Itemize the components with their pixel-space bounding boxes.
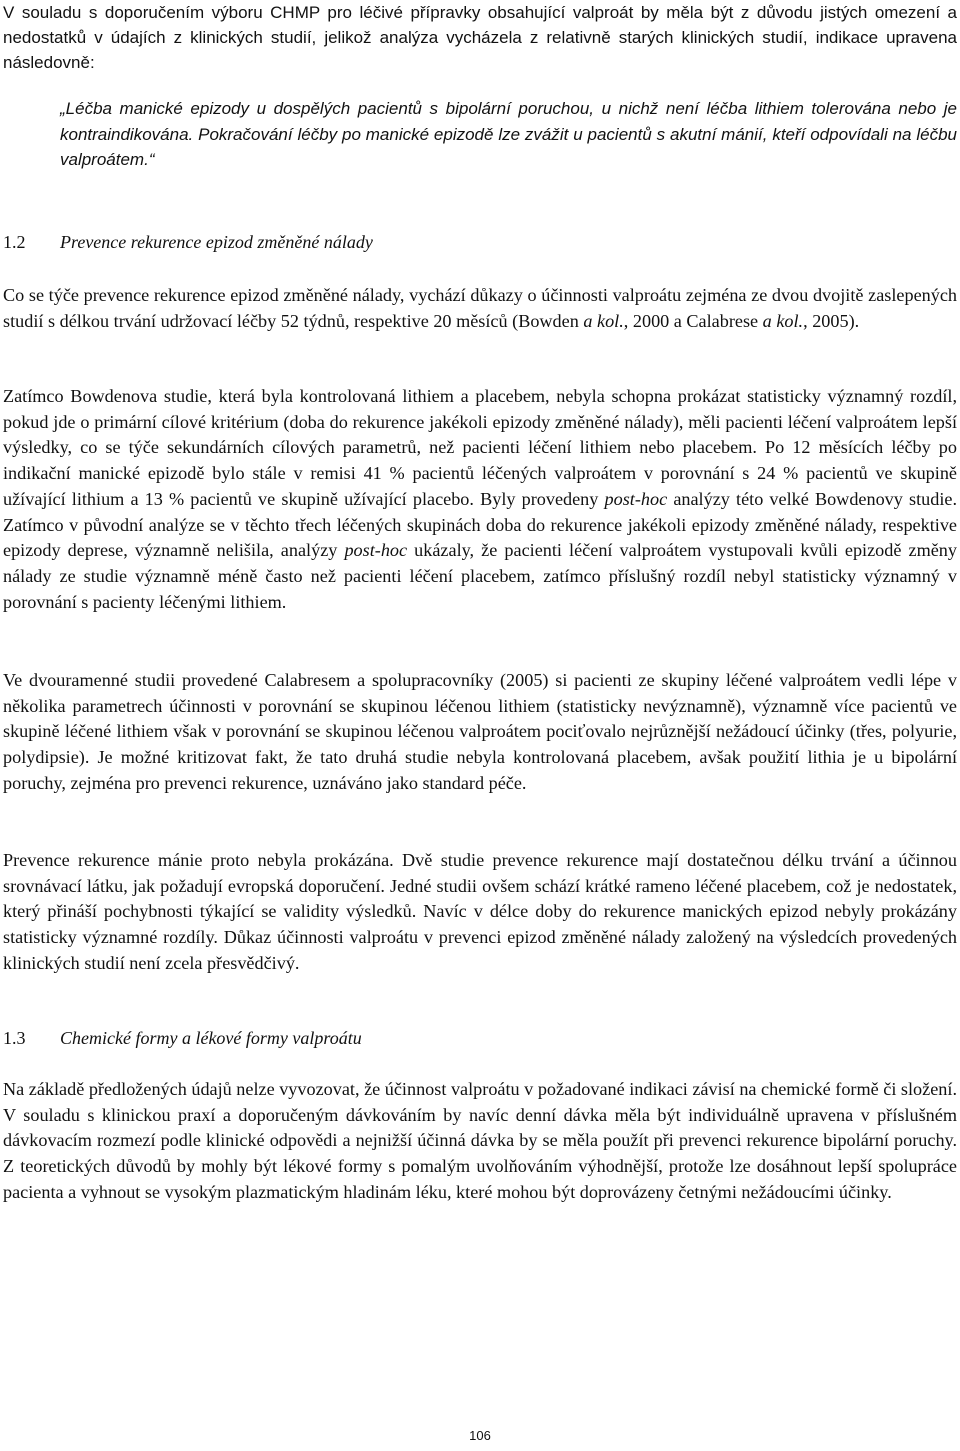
text-run: ukázaly, že pacienti léčení valproátem vystupovali kvůli epizodě změny nálady ze studie významně méně často než pacienti léčení placebem, zatímco příslušný rozdíl nebyl statisticky významný v porovnání s pacienty léčenými lithiem. xyxy=(3,540,957,612)
italic-run: a kol. xyxy=(762,310,804,331)
indication-quote: „Léčba manické epizody u dospělých pacientů s bipolární poruchou, u nichž není léčba lithiem tolerována nebo je kontraindikována. Pokračování léčby po manické epizodě lze zvážit u pacientů s akutní mánií, kteří odpovídali na léčbu valproátem.“ xyxy=(60,99,957,169)
section-heading-1-2 xyxy=(3,230,957,254)
section-number: 1.3 xyxy=(3,1028,26,1048)
intro-paragraph: V souladu s doporučením výboru CHMP pro léčivé přípravky obsahující valproát by měla být z důvodu jistých omezení a nedostatků v údajích z klinických studií, jelikož analýza vycházela z relativně starých klinických studií, indikace upravena následovně: xyxy=(3,3,957,72)
paragraph-1-2-c: Ve dvouramenné studii provedené Calabresem a spolupracovníky (2005) si pacienti ze skupiny léčené valproátem vedli lépe v několika parametrech účinnosti v porovnání se skupinou léčenou lithiem (statisticky nevýznamně), významně více pacientů ve skupině léčené lithiem však v porovnání se skupinou léčenou valproátem pociťovalo nejrůznější nežádoucí účinky (třes, polyurie, polydipsie). Je možné kritizovat fakt, že tato druhá studie nebyla kontrolovaná placebem, avšak použití lithia je u bipolární poruchy, zejména pro prevenci rekurence, uznáváno jako standard péče. xyxy=(3,670,957,793)
italic-run: a kol. xyxy=(583,310,624,331)
italic-run: post-hoc xyxy=(604,488,668,509)
paragraph-1-2-b xyxy=(3,384,957,615)
text-run: analýzy této velké Bowdenovy studie. Zatímco v původní analýze se v těchto třech léčených skupinách doba do rekurence jakékoli epizody změněné nálady, respektive epizody deprese, významně nelišila, analýzy xyxy=(3,488,957,561)
section-title: Prevence rekurence epizod změněné nálady xyxy=(60,232,373,252)
section-title: Chemické formy a lékové formy valproátu xyxy=(60,1028,362,1048)
paragraph-1-3-a: Na základě předložených údajů nelze vyvozovat, že účinnost valproátu v požadované indikaci závisí na chemické formě či složení. V souladu s klinickou praxí a doporučeným dávkováním by navíc denní dávka měla být individuálně upravena v příslušném dávkovacím rozmezí podle klinické odpovědi a nejnižší účinná dávka by se měla použít při prevenci rekurence bipolární poruchy. Z teoretických důvodů by mohly být lékové formy s pomalým uvolňováním výhodnější, protože lze dosáhnout lepší spolupráce pacienta a vyhnout se vysokým plazmatickým hladinám léku, které mohou být doprovázeny četnými nežádoucími účinky. xyxy=(3,1079,957,1202)
paragraph-1-2-d: Prevence rekurence mánie proto nebyla prokázána. Dvě studie prevence rekurence mají dostatečnou délku trvání a účinnou srovnávací látku, jak požadují evropská doporučení. Jedné studii ovšem schází krátké rameno léčené placebem, což je nedostatek, který přináší pochybnosti týkající se validity výsledků. Navíc v délce doby do rekurence manických epizod nebyly prokázány statisticky významné rozdíly. Důkaz účinnosti valproátu v prevenci epizod změněné nálady založený na výsledcích provedených klinických studií není zcela přesvědčivý. xyxy=(3,850,957,973)
text-run: Co se týče prevence rekurence epizod změněné nálady, vychází důkazy o účinnosti valproátu zejména ze dvou dvojitě zaslepených studií s délkou trvání udržovací léčby 52 týdnů, respektive 20 měsíců (Bowden xyxy=(3,285,957,331)
section-heading-1-3 xyxy=(3,1026,957,1050)
section-number: 1.2 xyxy=(3,232,26,252)
text-run: Zatímco Bowdenova studie, která byla kontrolovaná lithiem a placebem, nebyla schopna prokázat statisticky významný rozdíl, pokud jde o primární cílové kritérium (doba do rekurence jakékoli epizody změněné nálady), měli pacienti léčení valproátem lepší výsledky, co se týče sekundárních cílových parametrů, než pacienti léčení lithiem nebo placebem. Po 12 měsících léčby po indikační manické epizodě bylo stále v remisi 41 % pacientů léčených valproátem v porovnání s 24 % pacientů ve skupině užívající lithium a 13 % pacientů ve skupině užívající placebo. Byly provedeny xyxy=(3,386,957,509)
page-number: 106 xyxy=(469,1428,491,1443)
italic-run: post-hoc xyxy=(344,540,408,561)
text-run: , 2005). xyxy=(803,310,860,331)
paragraph-1-2-a xyxy=(3,283,957,334)
text-run: , 2000 a Calabrese xyxy=(623,310,763,331)
